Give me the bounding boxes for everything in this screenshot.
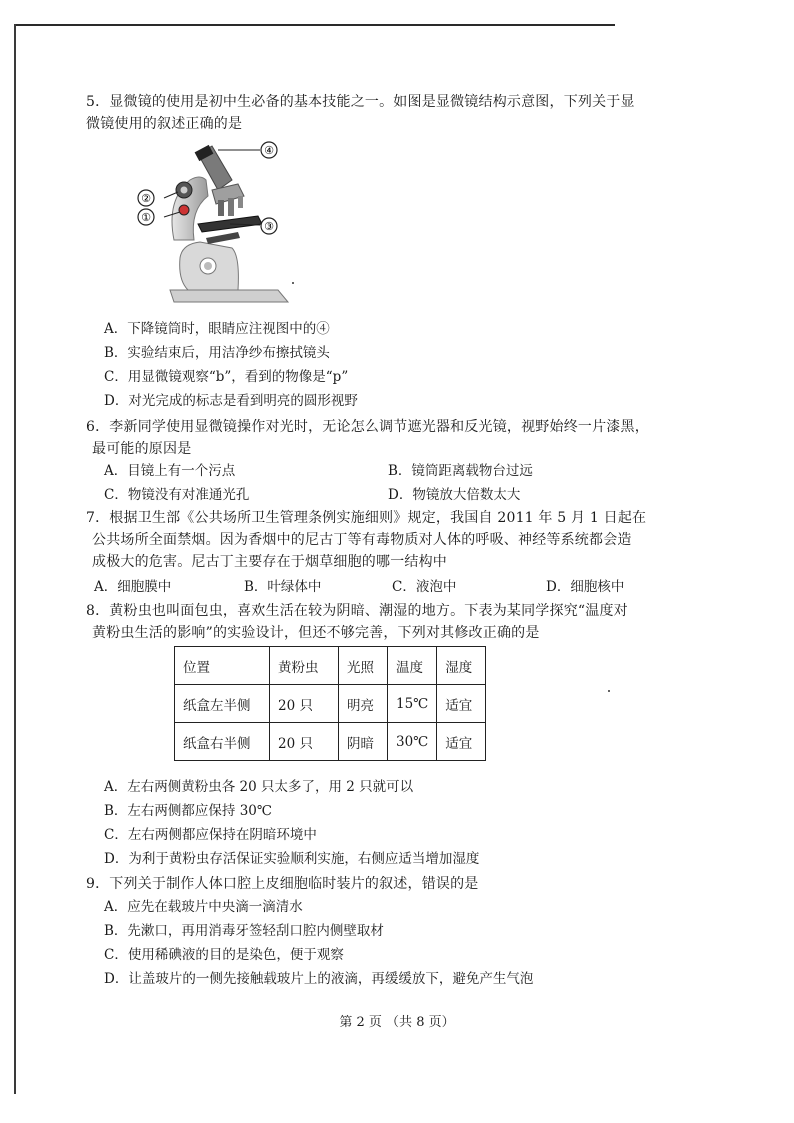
question-5-stem-line-2: 微镜使用的叙述正确的是	[86, 116, 243, 132]
question-7-stem	[86, 507, 726, 573]
table-cell: 纸盒左半侧	[175, 685, 270, 723]
svg-text:③: ③	[264, 220, 274, 233]
question-8-option-b: B．左右两侧都应保持 30℃	[104, 803, 272, 819]
figure-label-1	[138, 209, 154, 225]
table-cell: 30℃	[388, 723, 437, 761]
question-7-stem-line-3: 成极大的危害。尼古丁主要存在于烟草细胞的哪一结构中	[92, 554, 447, 570]
question-6-stem-line-1: 6．李新同学使用显微镜操作对光时，无论怎么调节遮光器和反光镜，视野始终一片漆黑，	[86, 419, 649, 435]
table-cell: 阴暗	[339, 723, 388, 761]
figure-label-2	[138, 190, 154, 206]
question-8-option-d: D．为利于黄粉虫存活保证实验顺利实施，右侧应适当增加湿度	[104, 851, 480, 867]
question-8-option-c: C．左右两侧都应保持在阴暗环境中	[104, 827, 317, 843]
question-5-stem-line-1: 5．显微镜的使用是初中生必备的基本技能之一。如图是显微镜结构示意图，下列关于显	[86, 94, 635, 110]
question-7-option-c: C．液泡中	[392, 579, 457, 595]
question-7-option-d: D．细胞核中	[546, 579, 625, 595]
table-cell: 明亮	[339, 685, 388, 723]
question-5-option-d: D．对光完成的标志是看到明亮的圆形视野	[104, 393, 358, 409]
svg-text:④: ④	[264, 144, 274, 157]
question-6-stem	[86, 416, 726, 460]
table-header-row	[175, 647, 486, 685]
scan-speck	[608, 690, 610, 692]
question-7-option-b: B．叶绿体中	[244, 579, 322, 595]
question-9-option-c: C．使用稀碘液的目的是染色，便于观察	[104, 947, 344, 963]
question-9-option-a: A．应先在载玻片中央滴一滴清水	[104, 899, 303, 915]
table-header-cell: 光照	[339, 647, 388, 685]
scan-speck	[292, 282, 294, 284]
question-8-stem	[86, 600, 726, 644]
table-cell: 适宜	[437, 685, 486, 723]
question-8-option-a: A．左右两侧黄粉虫各 20 只太多了，用 2 只就可以	[104, 779, 414, 795]
table-row	[175, 685, 486, 723]
question-8-stem-line-2: 黄粉虫生活的影响”的实验设计，但还不够完善，下列对其修改正确的是	[92, 625, 540, 641]
table-header-cell: 温度	[388, 647, 437, 685]
table-row	[175, 723, 486, 761]
experiment-table	[174, 646, 486, 761]
question-7-stem-line-2: 公共场所全面禁烟。因为香烟中的尼古丁等有毒物质对人体的呼吸、神经等系统都会造	[92, 532, 632, 548]
table-cell: 15℃	[388, 685, 437, 723]
table-header-cell: 湿度	[437, 647, 486, 685]
table-cell: 纸盒右半侧	[175, 723, 270, 761]
question-6-option-b: B．镜筒距离载物台过远	[388, 463, 533, 479]
question-6-option-d: D．物镜放大倍数太大	[388, 487, 521, 503]
left-border-line	[14, 24, 16, 1094]
question-9-stem-text: 9．下列关于制作人体口腔上皮细胞临时装片的叙述，错误的是	[86, 876, 479, 892]
svg-text:②: ②	[141, 192, 151, 205]
svg-text:①: ①	[141, 211, 151, 224]
microscope-figure	[141, 140, 300, 310]
question-7-option-a: A．细胞膜中	[94, 579, 172, 595]
question-9-option-b: B．先漱口，再用消毒牙签轻刮口腔内侧壁取材	[104, 923, 384, 939]
top-border-line	[15, 24, 615, 26]
question-6-option-c: C．物镜没有对准通光孔	[104, 487, 250, 503]
table-cell: 适宜	[437, 723, 486, 761]
question-5-option-c: C．用显微镜观察“b”，看到的物像是“p”	[104, 369, 349, 385]
table-header-cell: 黄粉虫	[270, 647, 339, 685]
question-5-option-b: B．实验结束后，用洁净纱布擦拭镜头	[104, 345, 330, 361]
question-9-option-d: D．让盖玻片的一侧先接触载玻片上的液滴，再缓缓放下，避免产生气泡	[104, 971, 534, 987]
question-6-stem-line-2: 最可能的原因是	[92, 441, 192, 457]
page-footer: 第 2 页 （共 8 页）	[339, 1015, 455, 1030]
question-8-stem-line-1: 8．黄粉虫也叫面包虫，喜欢生活在较为阴暗、潮湿的地方。下表为某同学探究“温度对	[86, 603, 628, 619]
question-7-stem-line-1: 7．根据卫生部《公共场所卫生管理条例实施细则》规定，我国自 2011 年 5 月 1 日起在	[86, 510, 647, 526]
table-cell: 20 只	[270, 685, 339, 723]
table-cell: 20 只	[270, 723, 339, 761]
question-9-stem	[86, 873, 726, 895]
question-5-stem	[86, 91, 726, 135]
question-5-option-a: A．下降镜筒时，眼睛应注视图中的④	[104, 321, 330, 337]
question-6-option-a: A．目镜上有一个污点	[104, 463, 236, 479]
figure-label-4	[261, 142, 277, 158]
figure-label-3	[261, 218, 277, 234]
table-header-cell: 位置	[175, 647, 270, 685]
